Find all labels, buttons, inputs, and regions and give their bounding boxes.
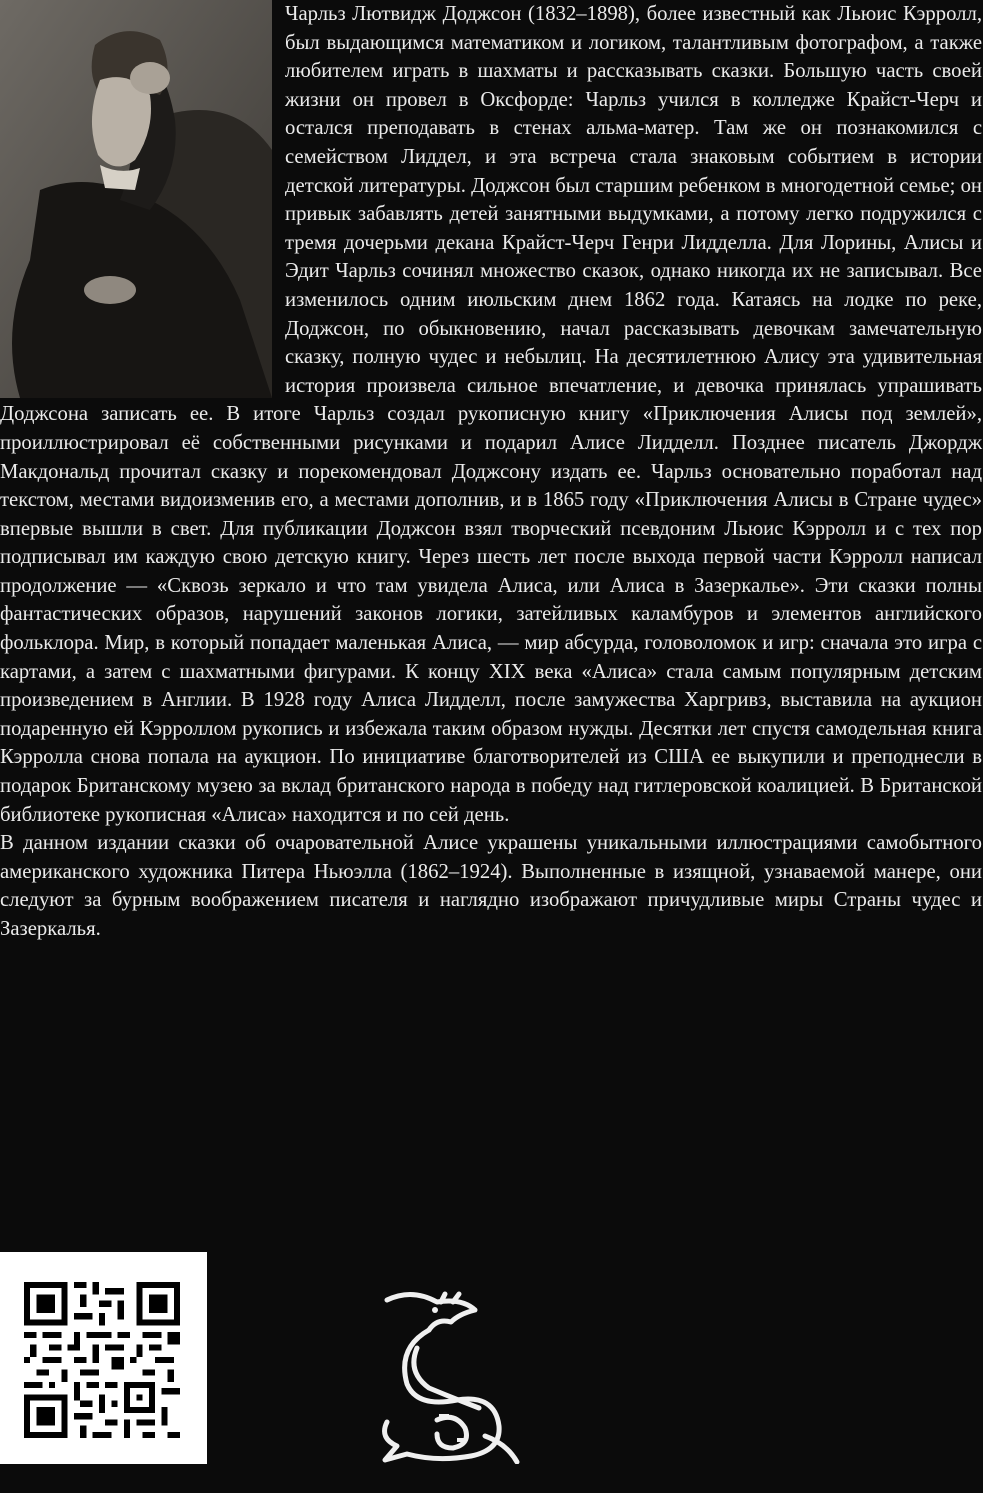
publisher-logo [367,1288,527,1464]
qr-code-image [24,1282,180,1438]
biography-paragraph-2: В данном издании сказки об очаровательной Алисе украшены уникальными иллюстрациями самобытного американского художника Питера Ньюэлла (1862–1924). Выполненные в изящной, узнаваемой манере, они следуют за бурным воображением писателя и наглядно изображают причудливые миры Страны чудес и Зазеркалья. [0,832,982,940]
dragon-logo-icon [367,1288,527,1464]
qr-code [0,1252,207,1464]
biography-paragraph-1: Чарльз Лютвидж Доджсон (1832–1898), более известный как Льюис Кэрролл, был выдающимся математиком и логиком, талантливым фотографом, а также любителем играть в шахматы и рассказывать сказки. Большую часть своей жизни он провел в Оксфорде: Чарльз учился в колледже Крайст-Черч и остался преподавать в стенах альма-матер. Там же он познакомился с семейством Лиддел, и эта встреча стала знаковым событием в истории детской литературы. Доджсон был старшим ребенком в многодетной семье; он привык забавлять детей занятными выдумками, а потому легко подружился с тремя дочерьми декана Крайст-Черч Генри Лидделла. Для Лорины, Алисы и Эдит Чарльз сочинял множество сказок, однако никогда их не записывал. Все изменилось одним июльским днем 1862 года. Катаясь на лодке по реке, Доджсон, по обыкновению, начал рассказывать девочкам замечательную сказку, полную чудес и небылиц. На десятилетнюю Алису эта удивительная история произвела сильное впечатление, и девочка принялась упрашивать Доджсона записать ее. В итоге Чарльз создал рукописную книгу «Приключения Алисы под землей», проиллюстрировал её собственными рисунками и подарил Алисе Лидделл. Позднее писатель Джордж Макдональд прочитал сказку и порекомендовал Доджсону издать ее. Чарльз основательно поработал над текстом, местами видоизменив его, а местами дополнив, и в 1865 году «Приключения Алисы в Стране чудес» впервые вышли в свет. Для публикации Доджсон взял творческий псевдоним Льюис Кэрролл и с тех пор подписывал им каждую свою детскую книгу. Через шесть лет после выхода первой части Кэрролл написал продолжение — «Сквозь зеркало и что там увидела Алиса, или Алиса в Зазеркалье». Эти сказки полны фантастических образов, нарушений законов логики, затейливых каламбуров и элементов английского фольклора. Мир, в который попадает маленькая Алиса, — мир абсурда, головоломок и игр: сначала это игра с картами, а затем с шахматными фигурами. К концу XIX века «Алиса» стала самым популярным детским произведением в Англии. В 1928 году Алиса Лидделл, после замужества Харгривз, выставила на аукцион подаренную ей Кэрроллом рукопись и избежала таким образом нужды. Десятки лет спустя самодельная книга Кэрролла снова попала на аукцион. По инициативе благотворителей из США ее выкупили и преподнесли в подарок Британскому музею за вклад британского народа в победу над гитлеровской коалицией. В Британской библиотеке рукописная «Алиса» находится и по сей день. [0,3,982,826]
portrait-spacer [0,0,285,398]
